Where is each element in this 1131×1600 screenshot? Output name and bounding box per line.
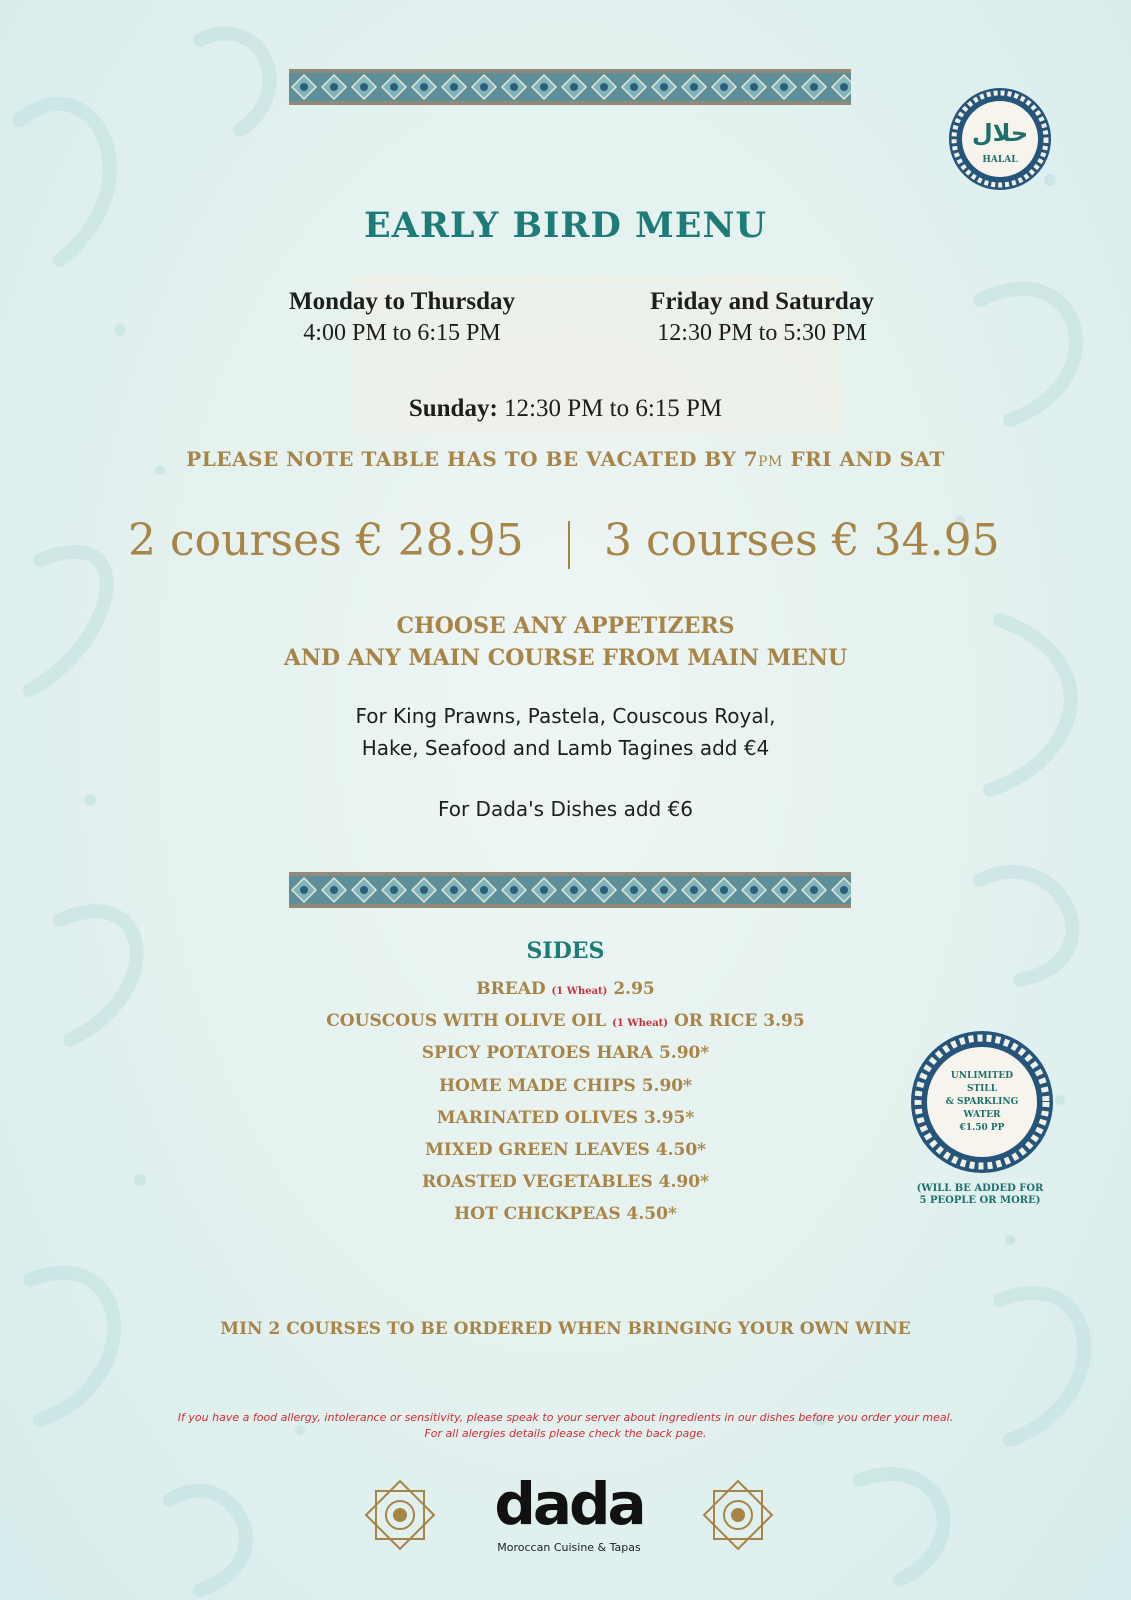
side-item-price: OR RICE 3.95 — [673, 1011, 805, 1032]
supplement-line-3: For Dada's Dishes add €6 — [437, 797, 694, 821]
hours-weekend — [597, 288, 927, 347]
supplement-line-1: For King Prawns, Pastela, Couscous Royal, — [355, 704, 776, 728]
water-badge-line: UNLIMITED — [950, 1071, 1014, 1081]
allergy-line-2: For all alergies details please check the back page. — [424, 1427, 707, 1440]
side-item — [0, 979, 1131, 999]
price-two-courses: 2 courses € 28.95 — [128, 515, 524, 566]
water-badge-line: €1.50 PP — [959, 1123, 1005, 1133]
side-item-name: SPICY POTATOES HARA 5.90* — [421, 1043, 710, 1064]
vacate-note — [0, 447, 1131, 471]
wine-note: MIN 2 COURSES TO BE ORDERED WHEN BRINGING YOUR OWN WINE — [220, 1319, 911, 1339]
sides-title: SIDES — [526, 938, 605, 964]
side-item-name: ROASTED VEGETABLES 4.90* — [422, 1172, 709, 1193]
halal-arabic-text: حلال — [971, 119, 1029, 147]
side-item-name: BREAD — [476, 979, 546, 999]
hours-sunday — [0, 395, 1131, 423]
side-item — [0, 1011, 1131, 1031]
logo-wordmark: dada — [494, 1470, 644, 1538]
water-note-line-1: (WILL BE ADDED FOR — [916, 1183, 1044, 1194]
choose-line-1: CHOOSE ANY APPETIZERS — [396, 613, 735, 639]
side-item-name: MIXED GREEN LEAVES 4.50* — [424, 1140, 707, 1160]
ornamental-band-middle — [289, 872, 851, 908]
weekday-days: Monday to Thursday — [289, 288, 515, 315]
weekend-days: Friday and Saturday — [650, 288, 874, 315]
hours-weekday — [237, 288, 567, 347]
side-item-name: MARINATED OLIVES 3.95* — [436, 1107, 695, 1128]
water-note-line-2: 5 PEOPLE OR MORE) — [919, 1195, 1041, 1206]
halal-seal-icon — [947, 86, 1053, 192]
vacate-note-days: FRI AND SAT — [790, 447, 945, 471]
vacate-note-pm: PM — [758, 454, 783, 470]
water-badge-line: WATER — [963, 1110, 1001, 1120]
sunday-label: Sunday: — [408, 395, 498, 422]
logo-subtitle: Moroccan Cuisine & Tapas — [497, 1541, 641, 1554]
water-badge-line: STILL — [966, 1084, 998, 1094]
water-badge-line: & SPARKLING — [945, 1097, 1019, 1107]
side-item-name: HOT CHICKPEAS 4.50* — [454, 1204, 677, 1225]
side-item-allergen-tag: (1 Wheat) — [612, 1018, 669, 1030]
weekend-time: 12:30 PM to 5:30 PM — [657, 320, 867, 346]
side-item — [0, 1204, 1131, 1224]
price-three-courses: 3 courses € 34.95 — [604, 515, 1000, 566]
allergy-notice — [0, 1410, 1131, 1442]
allergy-line-1: If you have a food allergy, intolerance or sensitivity, please speak to your server about ingredients in our dishes before you order your meal. — [177, 1411, 954, 1424]
supplement-line-2: Hake, Seafood and Lamb Tagines add €4 — [361, 736, 770, 760]
rosette-right-icon — [702, 1479, 774, 1551]
side-item-name: COUSCOUS WITH OLIVE OIL — [326, 1011, 607, 1032]
water-note — [905, 1183, 1055, 1207]
ornamental-band-top — [289, 69, 851, 105]
price-separator — [568, 521, 570, 569]
vacate-note-text: PLEASE NOTE TABLE HAS TO BE VACATED BY 7 — [186, 447, 759, 471]
sunday-time: 12:30 PM to 6:15 PM — [504, 395, 723, 422]
rosette-left-icon — [364, 1479, 436, 1551]
halal-label: HALAL — [982, 155, 1018, 165]
side-item-name: HOME MADE CHIPS 5.90* — [438, 1075, 692, 1096]
weekday-time: 4:00 PM to 6:15 PM — [303, 320, 501, 346]
side-item-price: 2.95 — [613, 979, 655, 999]
water-badge-seal-icon — [910, 1030, 1054, 1174]
choose-line-2: AND ANY MAIN COURSE FROM MAIN MENU — [283, 645, 848, 671]
page-title: EARLY BIRD MENU — [364, 205, 767, 246]
side-item-allergen-tag: (1 Wheat) — [551, 986, 608, 997]
